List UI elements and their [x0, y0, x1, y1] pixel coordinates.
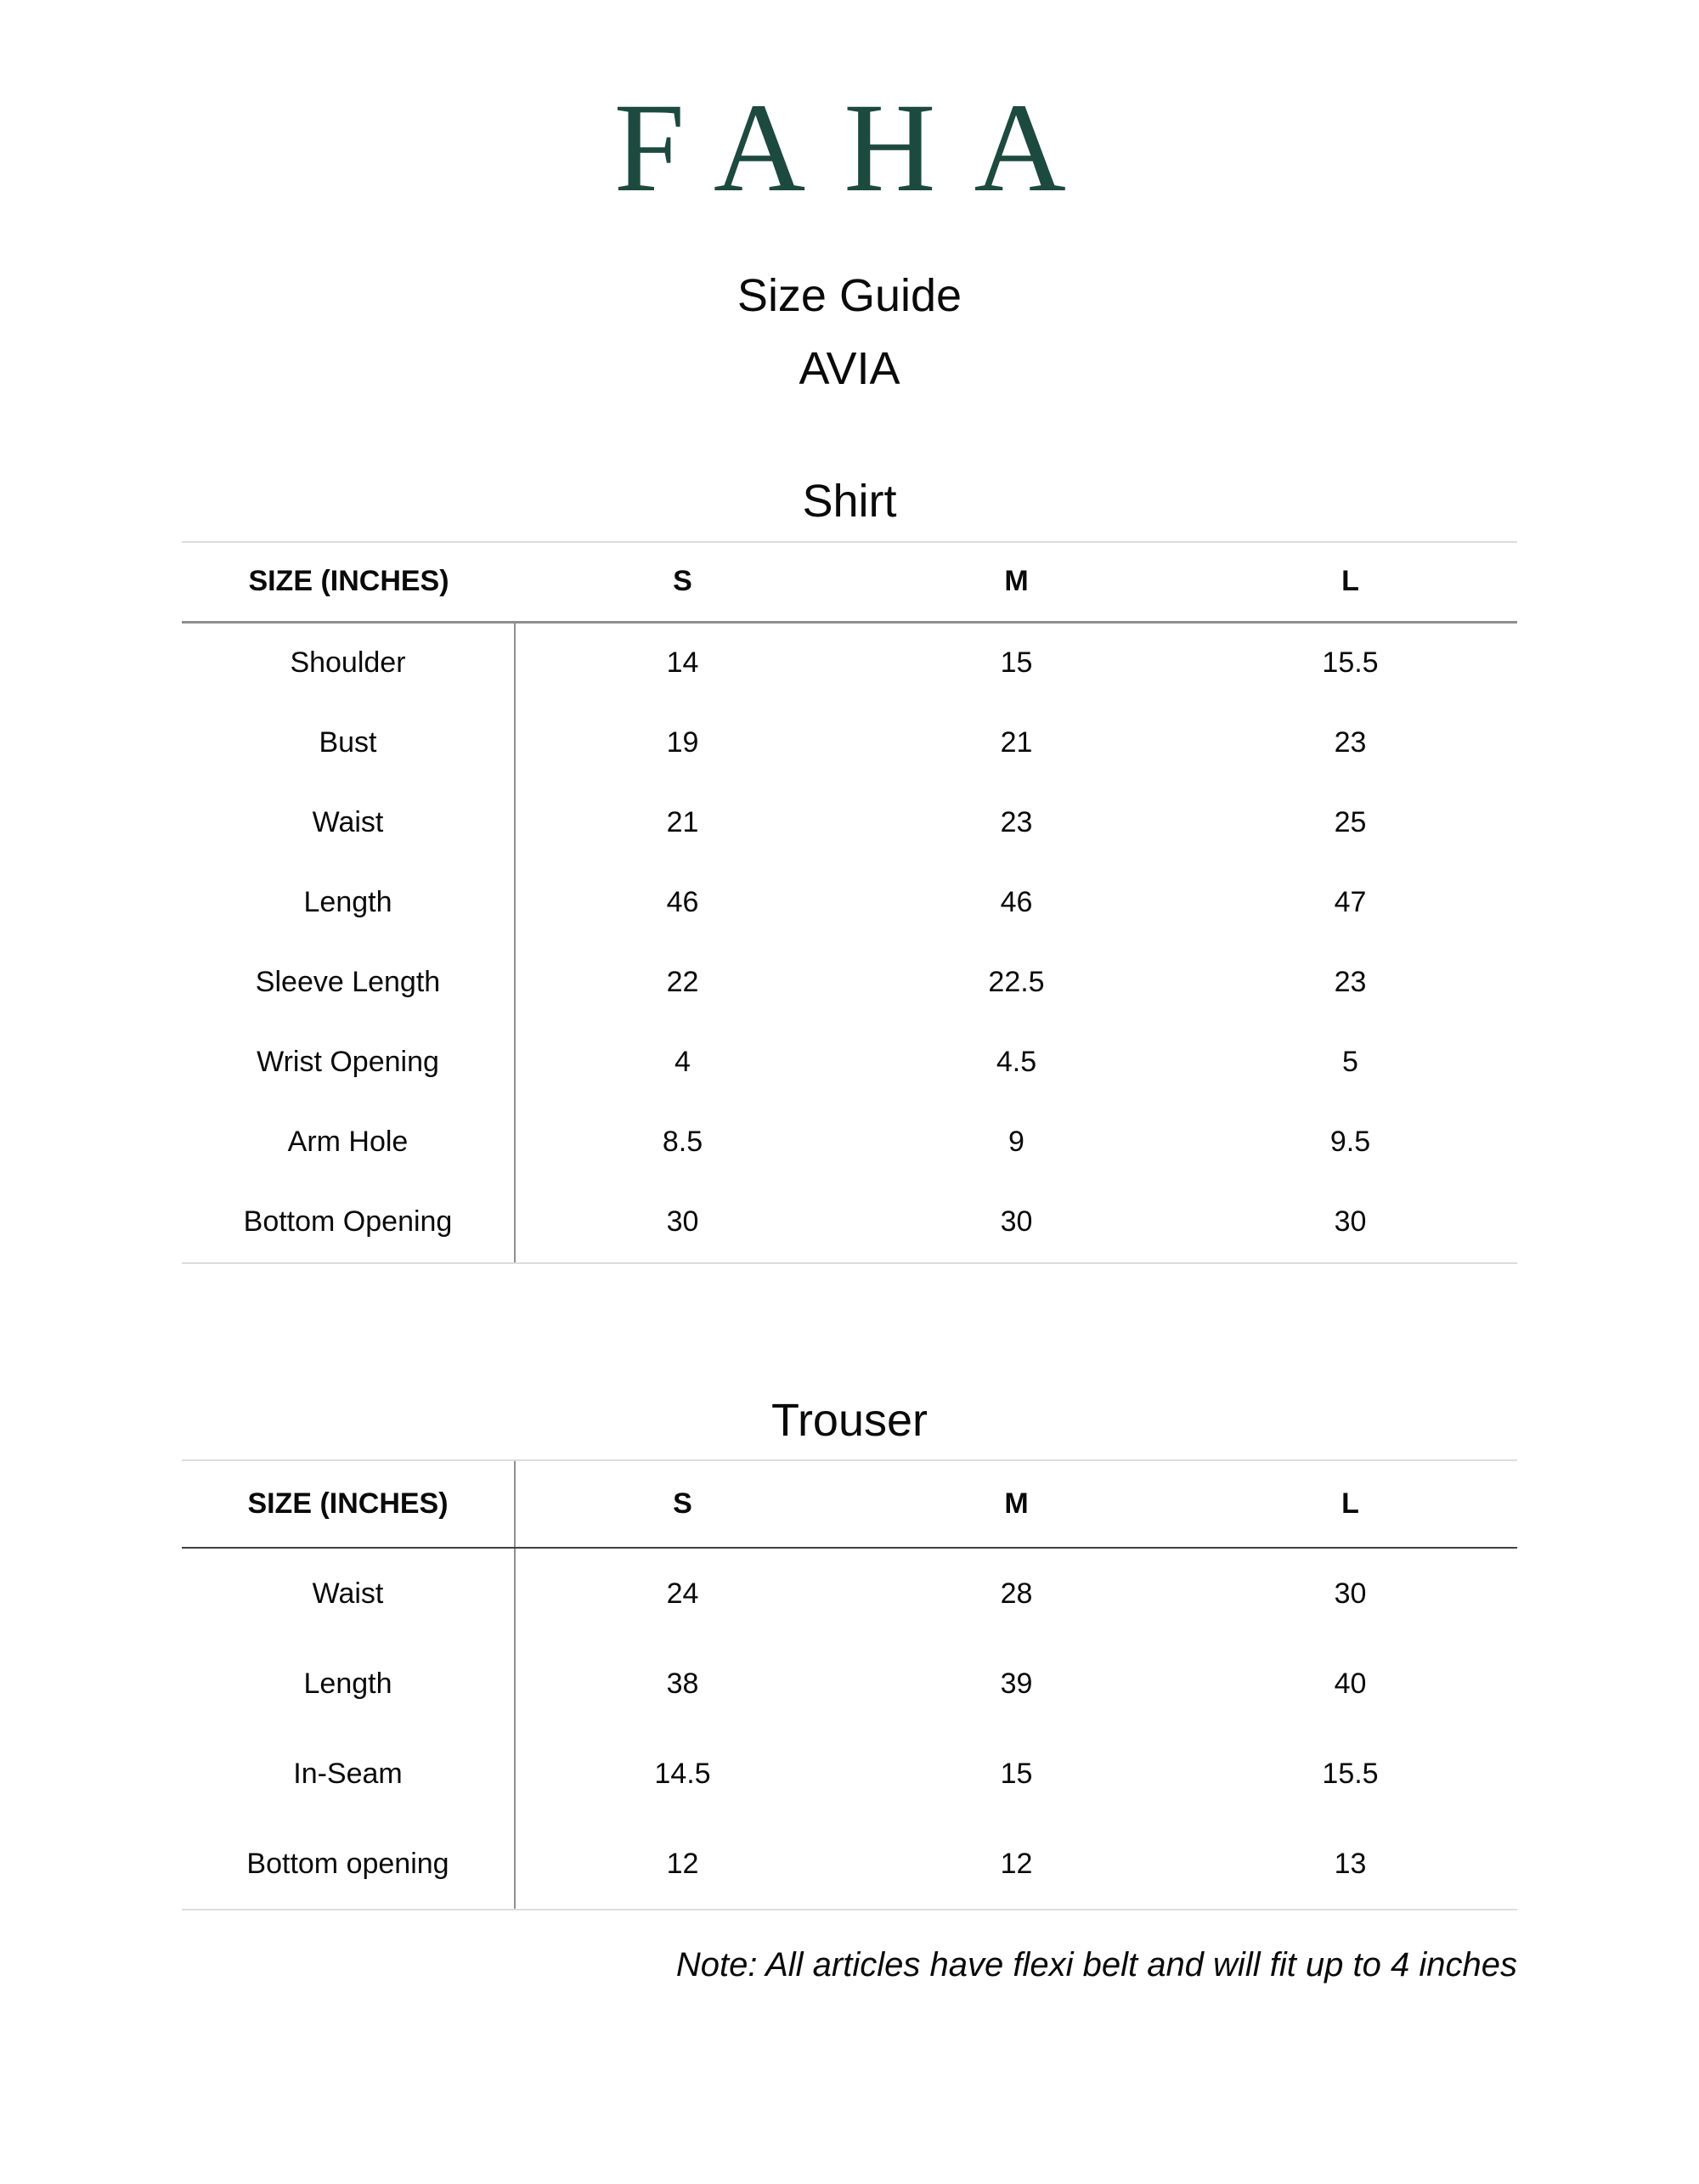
column-header: S: [673, 565, 692, 598]
table-row: [182, 1182, 1517, 1262]
cell-value: 5: [1342, 1046, 1358, 1079]
row-label: Length: [182, 1639, 516, 1729]
cell-value: 12: [666, 1847, 699, 1880]
row-label: Length: [182, 863, 516, 943]
cell-value: 46: [1000, 886, 1033, 919]
cell-value: 14: [666, 646, 699, 680]
shirt-section-title: Shirt: [802, 475, 897, 527]
table-row: [182, 624, 1517, 703]
cell-value: 23: [1334, 726, 1367, 759]
column-header: L: [1341, 1487, 1359, 1521]
cell-value: 9.5: [1329, 1126, 1371, 1159]
cell-value: 25: [1334, 806, 1367, 839]
cell-value: 28: [1000, 1577, 1033, 1610]
cell-value: 23: [1000, 806, 1033, 839]
cell-value: 19: [666, 726, 699, 759]
table-row: [182, 1023, 1517, 1103]
column-header: M: [1004, 565, 1029, 598]
column-header: M: [1004, 1487, 1029, 1521]
shirt-table-header-row: [182, 541, 1517, 624]
cell-value: 23: [1334, 966, 1367, 999]
cell-value: 13: [1334, 1847, 1367, 1880]
trouser-size-table: [182, 1459, 1517, 1910]
table-row: [182, 783, 1517, 863]
cell-value: 40: [1334, 1667, 1367, 1700]
table-row: [182, 1729, 1517, 1819]
cell-value: 22: [666, 966, 699, 999]
flexi-belt-note: Note: All articles have flexi belt and will fit up to 4 inches: [675, 1946, 1517, 1984]
row-label: Arm Hole: [182, 1103, 516, 1182]
row-label: Waist: [182, 783, 516, 863]
cell-value: 30: [666, 1205, 699, 1239]
cell-value: 30: [1334, 1205, 1367, 1239]
column-header: SIZE (INCHES): [248, 565, 449, 598]
table-row: [182, 1549, 1517, 1639]
cell-value: 47: [1334, 886, 1367, 919]
cell-value: 4.5: [996, 1046, 1037, 1079]
shirt-table-body: [182, 624, 1517, 1264]
cell-value: 21: [666, 806, 699, 839]
cell-value: 39: [1000, 1667, 1033, 1700]
row-label: Bottom opening: [182, 1819, 516, 1909]
cell-value: 14.5: [654, 1757, 711, 1790]
cell-value: 15.5: [1322, 1757, 1379, 1790]
table-row: [182, 703, 1517, 783]
cell-value: 4: [675, 1046, 691, 1079]
cell-value: 8.5: [662, 1126, 703, 1159]
brand-logo: FAHA: [613, 77, 1104, 218]
trouser-section-title: Trouser: [770, 1394, 929, 1446]
cell-value: 30: [1000, 1205, 1033, 1239]
row-label: Sleeve Length: [182, 943, 516, 1023]
cell-value: 15.5: [1322, 646, 1379, 680]
shirt-size-table: [182, 541, 1517, 1264]
document-title-block: [0, 259, 1699, 406]
table-row: [182, 943, 1517, 1023]
cell-value: 12: [1000, 1847, 1033, 1880]
trouser-table-header-row: [182, 1459, 1517, 1549]
column-header: L: [1341, 565, 1359, 598]
cell-value: 22.5: [988, 966, 1045, 999]
table-row: [182, 863, 1517, 943]
row-label: Waist: [182, 1549, 516, 1639]
row-label: Wrist Opening: [182, 1023, 516, 1103]
row-label: Bottom Opening: [182, 1182, 516, 1262]
column-header: SIZE (INCHES): [182, 1461, 516, 1547]
cell-value: 21: [1000, 726, 1033, 759]
row-label: Shoulder: [182, 624, 516, 703]
cell-value: 15: [1000, 646, 1033, 680]
cell-value: 15: [1000, 1757, 1033, 1790]
column-header: S: [673, 1487, 692, 1521]
row-label: In-Seam: [182, 1729, 516, 1819]
table-row: [182, 1639, 1517, 1729]
cell-value: 30: [1334, 1577, 1367, 1610]
trouser-table-body: [182, 1549, 1517, 1910]
cell-value: 24: [666, 1577, 699, 1610]
product-name: AVIA: [799, 343, 900, 395]
table-row: [182, 1103, 1517, 1182]
cell-value: 38: [666, 1667, 699, 1700]
row-label: Bust: [182, 703, 516, 783]
cell-value: 9: [1008, 1126, 1024, 1159]
document-title: Size Guide: [737, 270, 962, 321]
table-row: [182, 1819, 1517, 1909]
cell-value: 46: [666, 886, 699, 919]
